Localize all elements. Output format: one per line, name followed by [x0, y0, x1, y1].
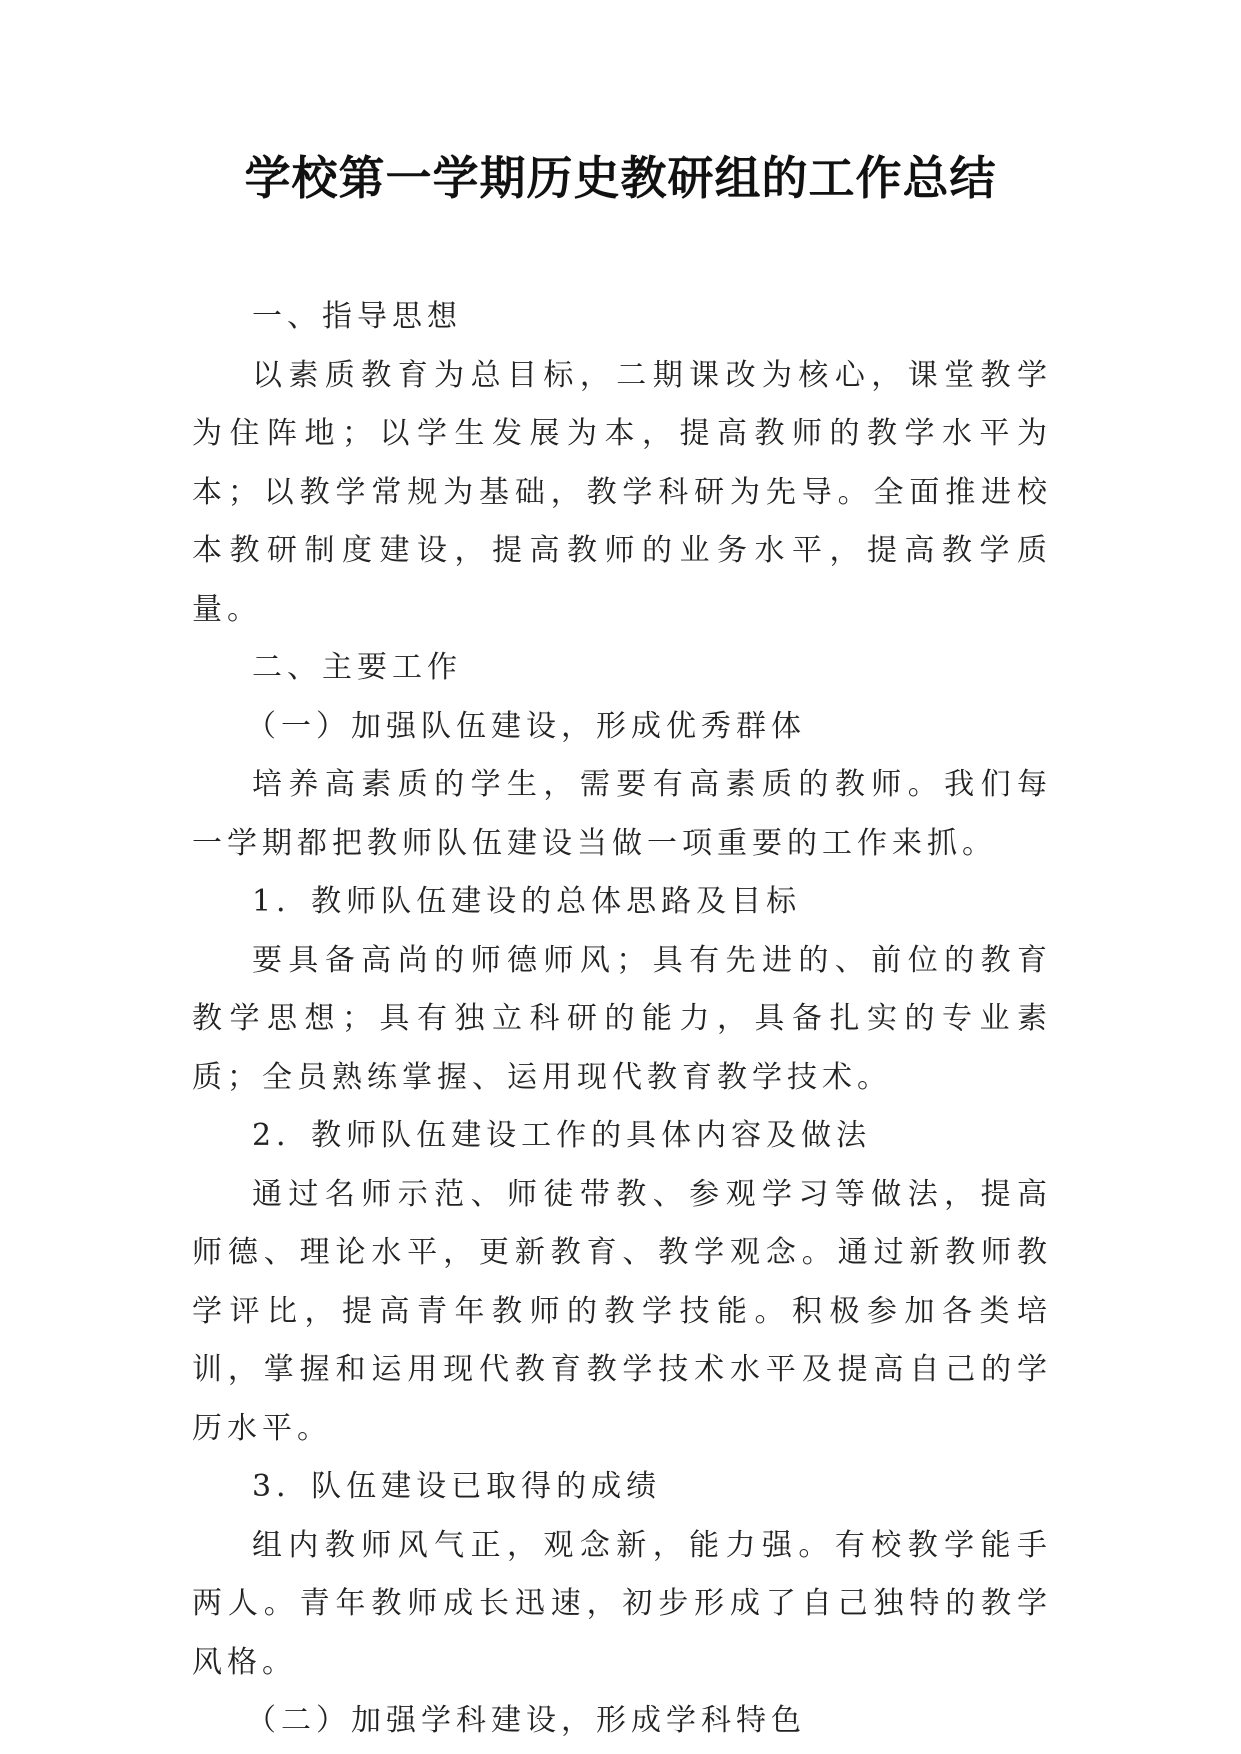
- paragraph-guiding-ideology: 以素质教育为总目标，二期课改为核心，课堂教学为住阵地；以学生发展为本，提高教师的教学水平为本；以教学常规为基础，教学科研为先导。全面推进校本教研制度建设，提高教师的业务水平，提高教学质量。: [192, 357, 1052, 627]
- subheading-subject-building: （二）加强学科建设，形成学科特色: [246, 1703, 806, 1738]
- paragraph-overall-goals: 要具备高尚的师德师风；具有先进的、前位的教育教学思想；具有独立科研的能力，具备扎实的专业素质；全员熟练掌握、运用现代教育教学技术。: [192, 942, 1052, 1095]
- item-heading-specific-methods: 2．教师队伍建设工作的具体内容及做法: [252, 1118, 872, 1153]
- paragraph-specific-methods: 通过名师示范、师徒带教、参观学习等做法，提高师德、理论水平，更新教育、教学观念。通过新教师教学评比，提高青年教师的教学技能。积极参加各类培训，掌握和运用现代教育教学技术水平及提高自己的学历水平。: [192, 1176, 1052, 1446]
- document-body: [192, 288, 1052, 1751]
- paragraph-achievements: 组内教师风气正，观念新，能力强。有校教学能手两人。青年教师成长迅速，初步形成了自己独特的教学风格。: [192, 1527, 1052, 1680]
- heading-guiding-ideology: 一、指导思想: [252, 299, 462, 334]
- heading-main-work: 二、主要工作: [252, 650, 462, 685]
- item-heading-achievements: 3．队伍建设已取得的成绩: [252, 1469, 662, 1504]
- paragraph-team-building: 培养高素质的学生，需要有高素质的教师。我们每一学期都把教师队伍建设当做一项重要的工作来抓。: [192, 767, 1052, 861]
- item-heading-overall-goals: 1．教师队伍建设的总体思路及目标: [252, 884, 802, 919]
- subheading-team-building: （一）加强队伍建设，形成优秀群体: [246, 708, 806, 744]
- document-title: 学校第一学期历史教研组的工作总结: [244, 151, 997, 205]
